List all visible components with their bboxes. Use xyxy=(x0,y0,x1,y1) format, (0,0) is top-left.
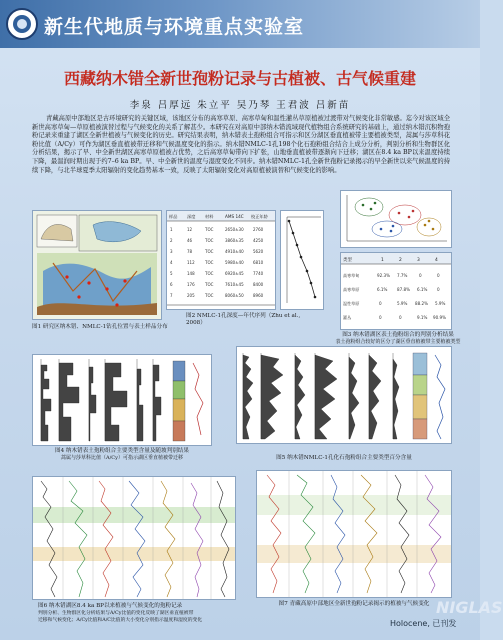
figure-1-caption: 图1 研究区纳木错、NMLC-1钻孔位置与表土样品分布 xyxy=(32,324,168,330)
figure-3-subcaption: 表土孢粉组合较好的区分了湖区垂直植被带主要植被类型 xyxy=(335,339,461,345)
figure-3-caption: 图3 纳木错湖区表土孢粉组合的判别分析结果 xyxy=(342,332,454,338)
age-table-cell: 78 xyxy=(187,249,193,254)
figure-6-subcaption-1: 判别分析、生物群区化分析结果与A/Cy比值的变化反映了湖区垂直植被带 xyxy=(38,611,194,616)
age-table-cell: 12 xyxy=(187,227,193,232)
figure-3-classification-table xyxy=(340,252,452,330)
class-table-cell: 0 xyxy=(437,287,440,292)
core-pollen-graphic xyxy=(237,347,451,443)
age-table-cell: 2760 xyxy=(253,227,264,232)
age-table-graphic xyxy=(167,211,275,309)
age-table-cell: 5 xyxy=(170,271,173,276)
class-table-cell: 88.2% xyxy=(415,301,429,306)
watermark: NIGLAS xyxy=(436,598,503,617)
class-table-cell: 7.7% xyxy=(397,273,408,278)
age-table-header: 深度 xyxy=(187,214,196,219)
map-graphic xyxy=(33,211,161,319)
class-table-cell: 高寒草原 xyxy=(343,287,360,292)
age-table-cell: TOC xyxy=(205,260,214,265)
class-table-cell: 高寒草甸 xyxy=(343,273,360,278)
lab-name: 新生代地质与环境重点实验室 xyxy=(44,16,305,38)
figure-4-caption: 图4 纳木错表土孢粉组合主要类型含量及随坡判别结果 xyxy=(55,448,189,454)
age-table-cell: 6 xyxy=(170,282,173,287)
age-table-cell: 176 xyxy=(187,282,195,287)
class-table-header: 类型 xyxy=(343,258,352,263)
age-table-cell: 5620 xyxy=(253,249,264,254)
age-table-header: 样品 xyxy=(169,214,178,219)
poster-title: 西藏纳木错全新世孢粉记录与古植被、古气候重建 xyxy=(63,69,416,88)
discriminant-scatter xyxy=(341,191,451,247)
age-table-cell: 7610±45 xyxy=(225,282,244,287)
age-table-cell: TOC xyxy=(205,271,214,276)
age-table-cell: 46 xyxy=(187,238,193,243)
age-table-cell: 8060±50 xyxy=(225,293,244,298)
class-table-cell: 9.1% xyxy=(417,315,428,320)
figure-3-discriminant-plot xyxy=(340,190,452,248)
class-table-cell: 6.1% xyxy=(417,287,428,292)
surface-pollen-graphic xyxy=(33,355,211,445)
class-table-cell: 5.9% xyxy=(397,301,408,306)
class-table-cell: 0 xyxy=(437,273,440,278)
figure-2-caption: 图2 NMLC-1孔深度—年代序列（Zhu et al., 2008） xyxy=(186,313,301,326)
abstract: 青藏高原中部地区是古环境研究的关键区域，该地区分布的高寒草原、高寒草甸和温性灌丛草原植被过渡带对气候变化非常敏感。迄今对该区域全新世高寒草甸—草原植被演替过程与气候变化的关系了解甚少。本研究在对高原中部纳木错流域现代植物组合系统研究的基础上，通过纳木错沉积物孢粉记录来重建了湖区全新世植被与气候变化的历史。研究结果表明，纳木错表土孢粉组合可指示和区分湖区垂直植被带主要植被类型，蒿属与莎草科花粉比值（A/Cy）可作为湖区垂直植被带迁移和气候温度变化的指示。纳木错NMLC-1孔198个化石孢粉组合结合上成分分析，判别分析和生物群区化分析结果，揭示了早、中全新世湖区高寒草原植被占优势，之后高寒草甸带向下扩张，山地垂直植被带逐渐向下迁移；湖区在8.4 ka BP以来温度持续下降，最温润时期出现于约7–6 ka BP。早、中全新世的温度与湿度变化不同步。纳木错NMLC-1孔全新世孢粉记录揭示的早全新世以来气候温度的持续下降，与北半球夏季太阳辐射的变化趋势基本一致，反映了太阳辐射变化对高原植被演替和气候变化的影响。 xyxy=(32,115,450,174)
holocene-record-graphic xyxy=(33,477,235,599)
figure-1-map xyxy=(32,210,162,320)
age-table-cell: 7740 xyxy=(253,271,264,276)
authors: 李泉 吕厚远 朱立平 吴乃琴 王君波 吕新苗 xyxy=(129,100,351,111)
class-table-cell: 0 xyxy=(399,315,402,320)
class-table-cell: 6.1% xyxy=(377,287,388,292)
age-table-cell: TOC xyxy=(205,227,214,232)
age-table-cell: 4 xyxy=(170,260,173,265)
figure-5-caption: 图5 纳木错NMLC-1孔化石孢粉组合主要类型百分含量 xyxy=(276,455,412,461)
age-table-cell: TOC xyxy=(205,293,214,298)
figure-6-subcaption-2: 迁移和气候变化；A/Cy比值和A/C比值的大小变化分别指示温度和湿度的变化 xyxy=(38,618,203,623)
age-table-cell: TOC xyxy=(205,249,214,254)
class-table-header: 3 xyxy=(417,258,420,263)
publication-status: Holocene, 已刊发 xyxy=(390,619,457,628)
age-table-cell: TOC xyxy=(205,238,214,243)
age-table-header: 校正年龄 xyxy=(251,214,268,219)
header-banner xyxy=(0,0,480,48)
class-table-header: 1 xyxy=(381,258,384,263)
figure-2-depth-age-plot xyxy=(280,210,324,310)
age-table-cell: 148 xyxy=(187,271,195,276)
class-table-header: 4 xyxy=(435,258,438,263)
class-table-cell: 0 xyxy=(419,273,422,278)
class-table-cell: 90.9% xyxy=(433,315,447,320)
figure-6-caption: 图6 纳木错湖区8.4 ka BP以来植被与气候变化的孢粉记录 xyxy=(38,603,183,609)
age-table-cell: 2 xyxy=(170,238,173,243)
age-table-header: AMS 14C xyxy=(225,214,244,219)
regional-comparison-graphic xyxy=(257,471,451,597)
age-table-cell: 6810 xyxy=(253,260,264,265)
age-table-cell: 8960 xyxy=(253,293,264,298)
institute-logo-icon xyxy=(6,8,38,40)
figure-7-caption: 图7 青藏高原中部地区全新世孢粉记录揭示的植被与气候变化 xyxy=(278,601,430,607)
age-table-cell: 5980±40 xyxy=(225,260,244,265)
age-table-cell: 1 xyxy=(170,227,173,232)
age-table-cell: 3860±35 xyxy=(225,238,244,243)
age-table-cell: 2650±30 xyxy=(225,227,244,232)
age-table-cell: 8400 xyxy=(253,282,264,287)
age-table-cell: 4250 xyxy=(253,238,264,243)
classification-table xyxy=(341,253,451,329)
class-table-cell: 0 xyxy=(379,301,382,306)
class-table-cell: 5.9% xyxy=(435,301,446,306)
figure-4-subcaption: 蒿属与莎草科比值（A/Cy）可指示湖区垂直植被带迁移 xyxy=(61,455,183,461)
depth-age-graphic xyxy=(281,211,323,309)
age-table-header: 材料 xyxy=(205,214,214,219)
class-table-cell: 温性草原 xyxy=(343,301,360,306)
figure-5-core-pollen-diagram xyxy=(236,346,452,444)
age-table-cell: TOC xyxy=(205,282,214,287)
class-table-cell: 92.3% xyxy=(377,273,391,278)
age-table-cell: 4910±40 xyxy=(225,249,244,254)
age-table-cell: 3 xyxy=(170,249,173,254)
class-table-cell: 灌丛 xyxy=(343,315,352,320)
age-table-cell: 205 xyxy=(187,293,195,298)
age-table-cell: 112 xyxy=(187,260,195,265)
class-table-cell: 87.8% xyxy=(397,287,411,292)
figure-6-holocene-record xyxy=(32,476,236,600)
age-table-cell: 6920±45 xyxy=(225,271,244,276)
figure-2-table xyxy=(166,210,276,310)
figure-4-surface-pollen-diagram xyxy=(32,354,212,446)
class-table-cell: 0 xyxy=(379,315,382,320)
class-table-header: 2 xyxy=(399,258,402,263)
figure-7-regional-comparison xyxy=(256,470,452,598)
age-table-cell: 7 xyxy=(170,293,173,298)
